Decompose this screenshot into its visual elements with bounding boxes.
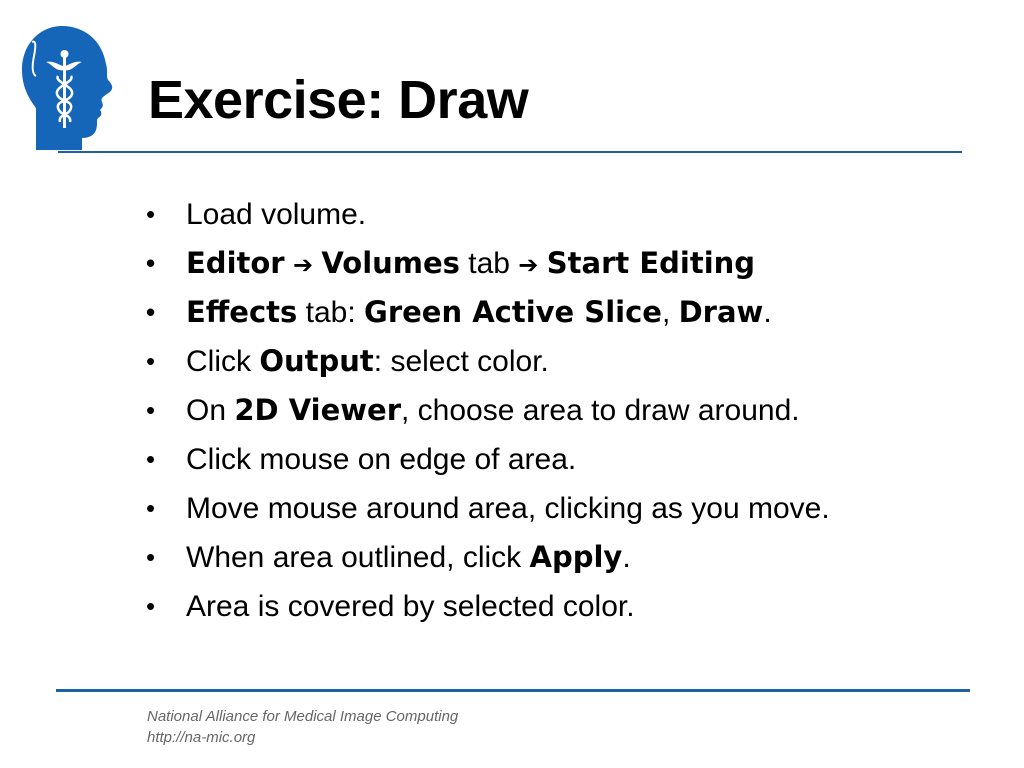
list-item: • Load volume. xyxy=(146,190,986,239)
list-item: • When area outlined, click Apply. xyxy=(146,533,986,582)
list-item: • Editor ➔ Volumes tab ➔ Start Editing xyxy=(146,239,986,288)
keyword-output: Output xyxy=(259,344,374,378)
bullet-dot-icon: • xyxy=(146,493,156,523)
keyword-volumes: Volumes xyxy=(321,246,460,280)
bullet-dot-icon: • xyxy=(146,542,156,572)
footer-url: http://na-mic.org xyxy=(147,729,256,746)
bullet-list xyxy=(146,190,986,631)
list-item: • Move mouse around area, clicking as you move. xyxy=(146,484,986,533)
footer-org: National Alliance for Medical Image Computing xyxy=(147,708,459,725)
list-item: • Click Output: select color. xyxy=(146,337,986,386)
keyword-effects: Effects xyxy=(186,295,298,329)
keyword-green-active-slice: Green Active Slice xyxy=(364,295,662,329)
list-item: • Effects tab: Green Active Slice, Draw. xyxy=(146,288,986,337)
right-arrow-icon: ➔ xyxy=(292,251,314,279)
bullet-dot-icon: • xyxy=(146,444,156,474)
bullet-dot-icon: • xyxy=(146,591,156,621)
list-item: • On 2D Viewer, choose area to draw around. xyxy=(146,386,986,435)
keyword-draw: Draw xyxy=(678,295,764,329)
right-arrow-icon: ➔ xyxy=(518,251,539,279)
keyword-2d-viewer: 2D Viewer xyxy=(234,393,402,427)
namic-logo-icon xyxy=(18,22,124,154)
keyword-start-editing: Start Editing xyxy=(546,246,756,280)
keyword-editor: Editor xyxy=(186,246,285,280)
keyword-apply: Apply xyxy=(529,540,623,574)
list-item: • Click mouse on edge of area. xyxy=(146,435,986,484)
slide-title: Exercise: Draw xyxy=(148,70,529,130)
footer-divider xyxy=(56,689,970,692)
bullet-dot-icon: • xyxy=(146,395,156,425)
list-item: • Area is covered by selected color. xyxy=(146,582,986,631)
footer xyxy=(147,706,458,748)
title-divider xyxy=(58,151,962,153)
bullet-dot-icon: • xyxy=(146,248,156,278)
bullet-dot-icon: • xyxy=(146,346,156,376)
bullet-dot-icon: • xyxy=(146,199,156,229)
bullet-dot-icon: • xyxy=(146,297,156,327)
